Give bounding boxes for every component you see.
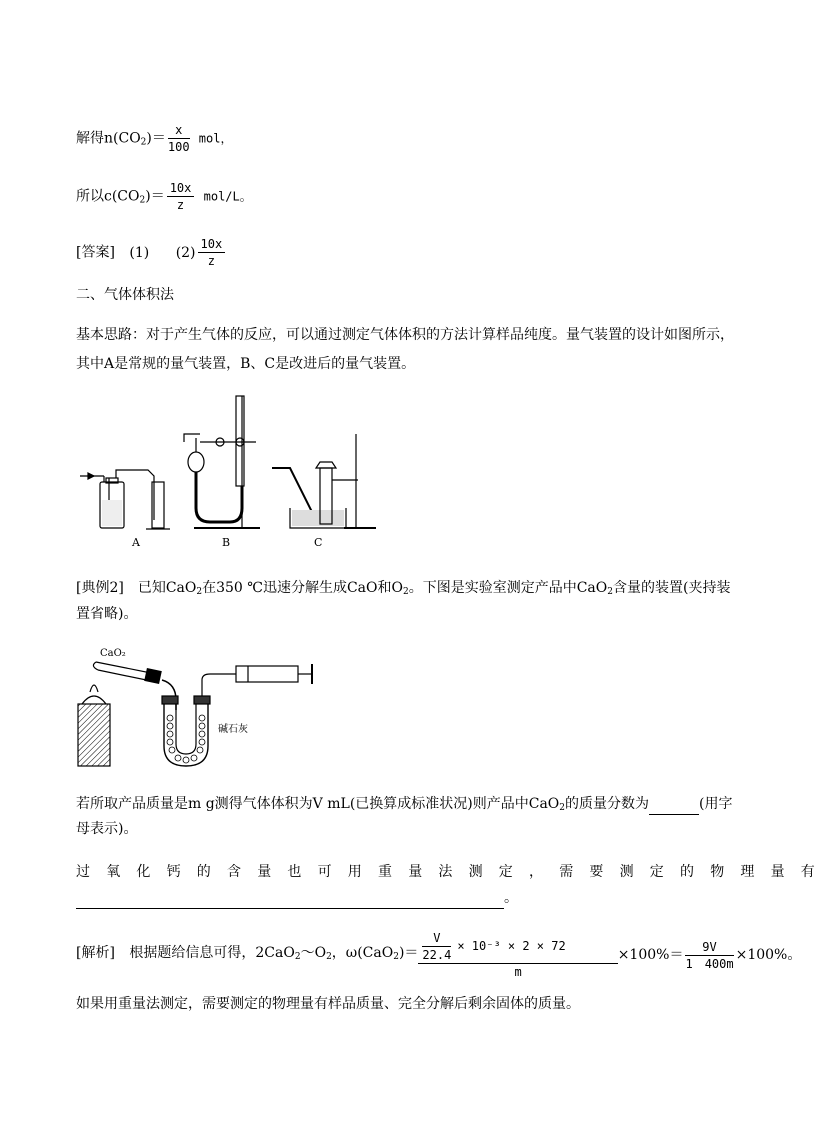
text: [典例2] 已知CaO <box>76 580 197 596</box>
soda-lime-label: 碱石灰 <box>218 724 248 735</box>
denominator: 100 <box>167 140 190 154</box>
text: 在350 ℃迅速分解生成CaO和O <box>202 580 403 596</box>
unit: mol/L。 <box>196 189 252 204</box>
solution-line-1 <box>76 122 232 155</box>
question-line-1 <box>76 794 732 818</box>
text: 的质量分数为 <box>565 796 650 812</box>
text: 若所取产品质量是m g测得气体体积为V mL(已换算成标准状况)则产品中CaO <box>76 796 560 812</box>
example-line-2: 置省略)。 <box>76 606 138 622</box>
text: ×100%＝ <box>617 947 684 963</box>
rubber-tube-b <box>196 472 242 522</box>
text: )＝ <box>398 945 419 961</box>
analysis-text <box>76 943 418 967</box>
text: × 10⁻³ × 2 × 72 <box>457 939 566 953</box>
denominator: z <box>207 254 215 268</box>
v-over-22-4 <box>422 930 451 963</box>
unit: mol， <box>191 131 233 146</box>
numerator: 10x <box>167 180 195 197</box>
subscript: 2 <box>294 952 301 962</box>
subscript: 2 <box>607 587 613 597</box>
analysis-label: [解析] <box>76 945 115 961</box>
soda-lime-granules <box>167 715 205 763</box>
text: ，ω(CaO <box>331 945 394 961</box>
text: 。 <box>504 890 518 906</box>
text: ～O <box>300 945 327 961</box>
cao2-label: CaO₂ <box>100 648 126 659</box>
text: )＝ <box>146 130 166 147</box>
u-tube-stopper-left <box>162 696 178 704</box>
text: (用字 <box>699 796 733 812</box>
answer-part-1: (1) <box>129 244 150 261</box>
numerator: 9V <box>685 939 733 956</box>
paragraph-line-2: 其中A是常规的量气装置，B、C是改进后的量气装置。 <box>76 356 416 372</box>
answer-label: [答案] <box>76 244 115 261</box>
denominator: 1 400m <box>685 956 734 971</box>
burner-lamp <box>82 696 106 704</box>
cao2-apparatus-figure <box>76 640 316 770</box>
analysis-last-line: 如果用重量法测定，需要测定的物理量有样品质量、完全分解后剩余固体的质量。 <box>76 996 580 1012</box>
fraction-x-over-100 <box>168 122 190 155</box>
question-line-2: 母表示)。 <box>76 821 138 837</box>
stopper <box>145 669 161 684</box>
label-c: C <box>314 536 323 549</box>
subscript: 2 <box>559 803 566 813</box>
example-line-1 <box>76 578 730 602</box>
formula-numerator <box>418 930 617 964</box>
burette-b <box>236 396 244 486</box>
denominator: 22.4 <box>422 948 452 962</box>
answer-fraction <box>198 236 226 269</box>
answer-blank-long <box>76 888 504 909</box>
burner-stand <box>78 704 110 766</box>
question-line-3: 过氧化钙的含量也可用重量法测定，需要测定的物理量有 <box>76 864 831 880</box>
numerator: x <box>168 122 190 139</box>
solution-line-2 <box>76 180 252 213</box>
subscript: 2 <box>140 137 147 148</box>
text: 所以c(CO <box>76 188 140 205</box>
u-tube-stopper-right <box>194 696 210 704</box>
gas-volume-apparatus-figure <box>76 390 396 550</box>
subscript: 2 <box>196 587 203 597</box>
text: 。下图是实验室测定产品中CaO <box>408 580 608 596</box>
numerator: 10x <box>198 236 226 253</box>
arrow-icon <box>88 473 94 479</box>
subscript: 2 <box>393 952 399 962</box>
formula-denominator: m <box>514 965 522 979</box>
text: 解得n(CO <box>76 130 141 147</box>
paragraph-line-1: 基本思路：对于产生气体的反应，可以通过测定气体体积的方法计算样品纯度。量气装置的设计如图所示， <box>76 327 734 343</box>
numerator: V <box>422 930 451 947</box>
question-line-4 <box>76 888 518 909</box>
flame-icon <box>90 685 98 692</box>
text: 含量的装置(夹持装 <box>612 580 731 596</box>
test-tube <box>93 662 98 670</box>
label-a: A <box>132 536 140 549</box>
answer-line <box>76 236 227 269</box>
text: ×100%。 <box>735 947 802 963</box>
section-title: 二、气体体积法 <box>76 287 174 303</box>
level-bulb-b <box>188 452 204 472</box>
analysis-line <box>76 930 801 980</box>
fraction-10x-over-z <box>167 180 195 213</box>
denominator: z <box>176 198 185 212</box>
syringe <box>236 666 298 682</box>
subscript: 2 <box>402 587 409 597</box>
delivery-tube-c <box>272 468 312 512</box>
subscript: 2 <box>326 952 332 962</box>
answer-part-2: (2) <box>175 244 196 261</box>
subscript: 2 <box>139 195 146 206</box>
result-fraction <box>685 939 733 972</box>
mass-fraction-formula <box>418 930 617 980</box>
answer-blank <box>649 794 699 815</box>
text: 根据题给信息可得，2CaO <box>129 945 295 961</box>
text: )＝ <box>145 188 165 205</box>
label-b: B <box>222 536 231 549</box>
